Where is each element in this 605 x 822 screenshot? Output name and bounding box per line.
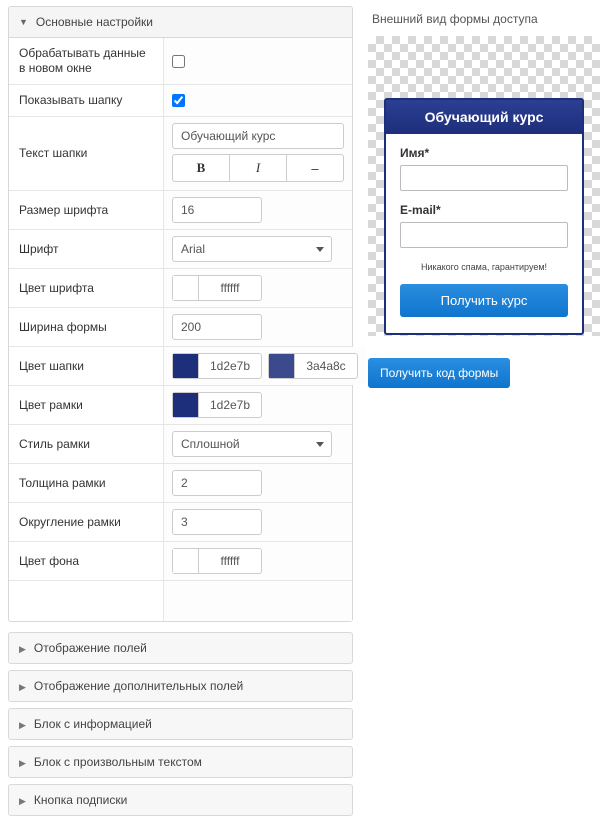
row-label-font-color: Цвет шрифта: [9, 269, 164, 307]
row-font-color: [9, 269, 352, 308]
font-select-wrap: [172, 236, 332, 262]
section-subscribe-button[interactable]: [8, 784, 353, 816]
form-email-input[interactable]: [400, 222, 568, 248]
header-color-picker-2[interactable]: [268, 353, 358, 379]
row-new-window: [9, 38, 352, 85]
section-custom-text-block[interactable]: [8, 746, 353, 778]
row-label-form-width: Ширина формы: [9, 308, 164, 346]
section-fields-display[interactable]: [8, 632, 353, 664]
row-border-style: [9, 425, 352, 464]
row-border-color: [9, 386, 352, 425]
row-label-new-window: Обрабатывать данные в новом окне: [9, 38, 164, 84]
section-label: Отображение полей: [33, 641, 147, 655]
background-color-picker[interactable]: [172, 548, 262, 574]
chevron-right-icon: ▶: [19, 720, 26, 730]
color-swatch: [173, 354, 199, 378]
row-field-spacer: [164, 581, 352, 621]
row-label-show-header: Показывать шапку: [9, 85, 164, 116]
color-swatch: [269, 354, 295, 378]
row-label-border-width: Толщина рамки: [9, 464, 164, 502]
row-header-text: [9, 117, 352, 191]
bold-button[interactable]: B: [172, 154, 230, 182]
row-field-new-window: [164, 38, 352, 84]
header-color-picker-1[interactable]: [172, 353, 262, 379]
row-background-color: [9, 542, 352, 581]
row-label-border-color: Цвет рамки: [9, 386, 164, 424]
header-color-value-2: 3a4a8c: [306, 359, 346, 373]
collapsed-sections: [8, 632, 353, 816]
settings-column: [8, 6, 353, 822]
row-field-border-width: [164, 464, 352, 502]
border-radius-input[interactable]: [172, 509, 262, 535]
border-color-value: 1d2e7b: [209, 398, 251, 412]
row-field-border-radius: [164, 503, 352, 541]
chevron-right-icon: ▶: [19, 796, 26, 806]
row-label-font-size: Размер шрифта: [9, 191, 164, 229]
row-label-border-radius: Округление рамки: [9, 503, 164, 541]
header-text-format-buttons: [172, 154, 344, 182]
section-label: Блок с произвольным текстом: [33, 755, 202, 769]
row-field-header-text: [164, 117, 352, 190]
border-color-picker[interactable]: [172, 392, 262, 418]
row-label-header-text: Текст шапки: [9, 117, 164, 190]
background-color-value: ffffff: [220, 554, 240, 568]
form-email-label: E-mail*: [400, 203, 441, 217]
form-name-input[interactable]: [400, 165, 568, 191]
row-field-font-size: [164, 191, 352, 229]
form-name-label: Имя*: [400, 146, 430, 160]
row-font-size: [9, 191, 352, 230]
form-caption: Обучающий курс: [386, 100, 582, 134]
row-label-font: Шрифт: [9, 230, 164, 268]
new-window-checkbox[interactable]: [172, 55, 185, 68]
row-label-background-color: Цвет фона: [9, 542, 164, 580]
row-field-background-color: [164, 542, 352, 580]
show-header-checkbox[interactable]: [172, 94, 185, 107]
chevron-down-icon: ▼: [19, 17, 28, 27]
row-field-font-color: [164, 269, 352, 307]
chevron-right-icon: ▶: [19, 758, 26, 768]
color-swatch: [173, 549, 199, 573]
section-label: Отображение дополнительных полей: [33, 679, 244, 693]
header-text-input[interactable]: [172, 123, 344, 149]
row-field-header-color: [164, 347, 366, 385]
form-spam-note: Никакого спама, гарантируем!: [420, 262, 548, 272]
main-settings-panel: [8, 6, 353, 622]
chevron-right-icon: ▶: [19, 644, 26, 654]
row-form-width: [9, 308, 352, 347]
form-submit-button[interactable]: Получить курс: [400, 284, 568, 317]
row-field-border-color: [164, 386, 352, 424]
section-label: Блок с информацией: [33, 717, 152, 731]
row-header-color: [9, 347, 352, 386]
border-style-select-wrap: [172, 431, 332, 457]
chevron-right-icon: ▶: [19, 682, 26, 692]
italic-button[interactable]: I: [230, 154, 287, 182]
row-field-border-style: [164, 425, 352, 463]
color-swatch: [173, 393, 199, 417]
section-label: Кнопка подписки: [33, 793, 128, 807]
row-font: [9, 230, 352, 269]
form-body: [386, 134, 582, 333]
header-color-pair: [172, 353, 358, 379]
row-field-font: [164, 230, 352, 268]
main-settings-header[interactable]: [9, 7, 352, 38]
get-form-code-button[interactable]: Получить код формы: [368, 358, 510, 388]
row-field-show-header: [164, 85, 352, 116]
main-settings-title: Основные настройки: [35, 15, 153, 29]
subscription-form-preview: [384, 98, 584, 335]
preview-column: [368, 6, 600, 388]
row-label-spacer: [9, 581, 164, 621]
row-label-header-color: Цвет шапки: [9, 347, 164, 385]
row-show-header: [9, 85, 352, 117]
header-color-value-1: 1d2e7b: [209, 359, 251, 373]
color-swatch: [173, 276, 199, 300]
settings-rows: [9, 38, 352, 621]
border-style-select[interactable]: [172, 431, 332, 457]
preview-canvas: [368, 36, 600, 336]
font-color-picker[interactable]: [172, 275, 262, 301]
font-color-value: ffffff: [220, 281, 240, 295]
form-width-input[interactable]: [172, 314, 262, 340]
border-width-input[interactable]: [172, 470, 262, 496]
row-label-border-style: Стиль рамки: [9, 425, 164, 463]
preview-title: Внешний вид формы доступа: [372, 12, 538, 26]
font-select[interactable]: [172, 236, 332, 262]
section-extra-fields-display[interactable]: [8, 670, 353, 702]
row-border-width: [9, 464, 352, 503]
row-spacer: [9, 581, 352, 621]
font-size-input[interactable]: [172, 197, 262, 223]
row-field-form-width: [164, 308, 352, 346]
section-info-block[interactable]: [8, 708, 353, 740]
minus-button[interactable]: –: [287, 154, 344, 182]
row-border-radius: [9, 503, 352, 542]
